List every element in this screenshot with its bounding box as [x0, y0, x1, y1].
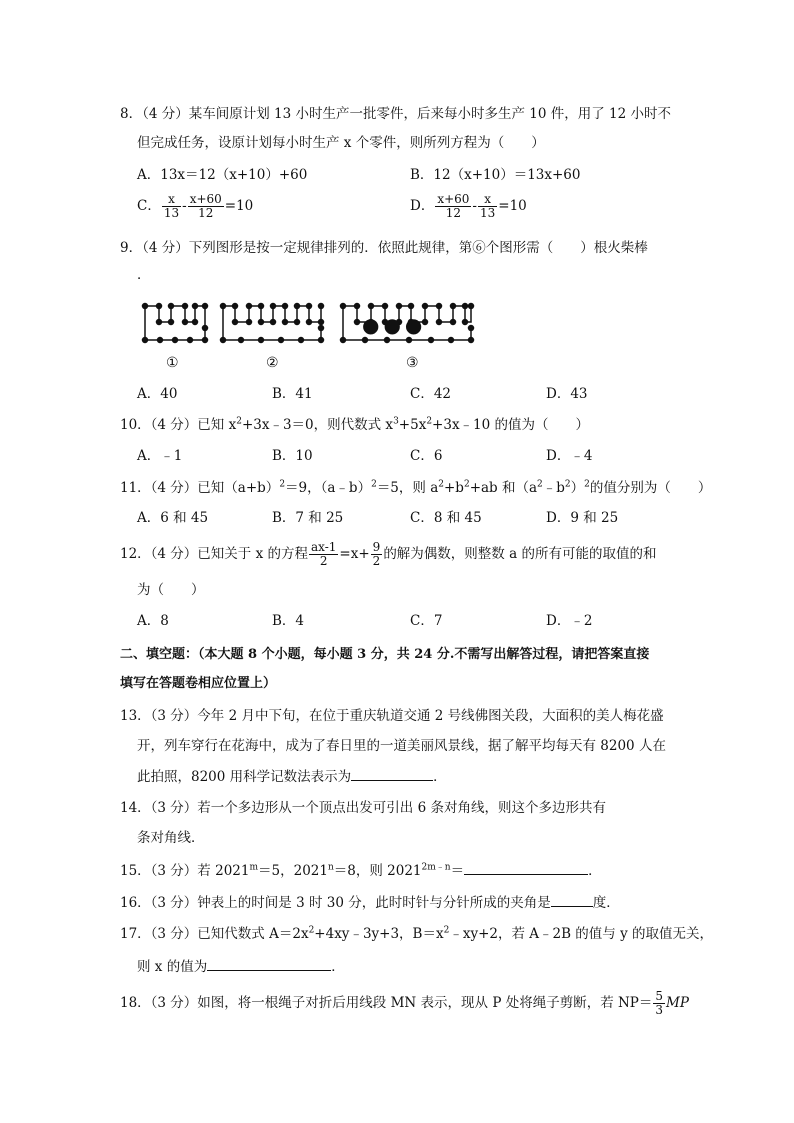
q8-option-c-fraction-2 — [188, 193, 224, 220]
q8-option-d-fraction-1-den: 12 — [445, 206, 462, 220]
q11-option-d: D．9 和 25 — [546, 510, 619, 526]
q16-answer-blank[interactable] — [551, 892, 593, 907]
q18-stem — [120, 990, 689, 1017]
q15-sup1: m — [249, 862, 259, 873]
q8-option-d-fraction-2-den: 13 — [479, 206, 496, 220]
q12-fraction-2-den: 2 — [372, 554, 381, 568]
q11-part1: 11．（4 分）已知（a+b） — [120, 480, 280, 496]
q10-option-c: C．6 — [410, 448, 443, 464]
q15-sup2: n — [327, 862, 334, 873]
q11-sup6: 2 — [564, 479, 571, 490]
matchstick-figure-2 — [221, 304, 324, 343]
q11-sup7: 2 — [584, 479, 590, 490]
q15-sup3: 2m﹣n — [421, 862, 451, 873]
q9-option-b: B．41 — [272, 386, 313, 402]
q13-stem-line3 — [137, 766, 447, 787]
q12-option-c: C．7 — [410, 613, 443, 629]
q13-answer-blank[interactable] — [351, 766, 433, 781]
q11-sup2: 2 — [371, 479, 377, 490]
q12-fraction-1 — [309, 541, 338, 568]
q9-stem-line2: ． — [137, 267, 151, 283]
q8-option-c-tail: =10 — [224, 198, 254, 214]
q11-part8: 的值分别为（ ） — [589, 480, 712, 496]
q17-sup2: 2 — [443, 925, 450, 936]
q12-part1: 12．（4 分）已知关于 x 的方程 — [120, 546, 309, 562]
q8-option-d-fraction-2-num: x — [478, 193, 497, 207]
q15-part2: ＝5，2021 — [258, 863, 328, 879]
q12-fraction-1-num: ax-1 — [311, 540, 337, 554]
q8-stem-line1: 8．（4 分）某车间原计划 13 小时生产一批零件，后来每小时多生产 10 件，用了 12 小时不 — [120, 106, 672, 122]
q15-part1: 15．（3 分）若 2021 — [120, 863, 250, 879]
q8-option-c-fraction-1 — [162, 193, 181, 220]
q8-option-d-tail: =10 — [498, 198, 527, 214]
q12-fraction-2 — [371, 541, 383, 568]
q8-option-c — [137, 193, 253, 220]
q11-option-b: B．7 和 25 — [272, 510, 344, 526]
q13-stem-line1: 13．（3 分）今年 2 月中下旬，在位于重庆轨道交通 2 号线佛图关段，大面积的美人梅花盛 — [120, 708, 664, 724]
q18-fraction — [653, 990, 665, 1017]
q12-stem-line2: 为（ ） — [137, 582, 205, 598]
q12-option-b: B．4 — [272, 613, 305, 629]
q9-option-a: A．40 — [137, 386, 178, 402]
q15-stem — [120, 860, 602, 881]
q13-line3-text: 此拍照，8200 用科学记数法表示为 — [137, 769, 352, 785]
q10-option-a: A．﹣1 — [137, 448, 183, 464]
q18-part1: 18．（3 分）如图，将一根绳子对折后用线段 MN 表示，现从 P 处将绳子剪断，若 NP＝ — [120, 995, 653, 1011]
q11-part3: ＝5，则 a — [376, 480, 439, 496]
q11-part7: ） — [570, 480, 585, 496]
q11-sup4: 2 — [463, 479, 470, 490]
q8-option-a: A．13x＝12（x+10）+60 — [137, 167, 308, 183]
q13-stem-line2: 开，列车穿行在花海中，成为了春日里的一道美丽风景线，据了解平均每天有 8200 人在 — [137, 738, 666, 754]
q10-option-d: D．﹣4 — [546, 448, 593, 464]
figure-label-2: ② — [266, 355, 279, 371]
matchstick-figures — [135, 294, 555, 354]
q8-option-c-fraction-1-den: 13 — [163, 206, 180, 220]
q14-stem-line2: 条对角线． — [137, 830, 205, 846]
q9-option-d: D．43 — [546, 386, 588, 402]
q11-part4: +b — [443, 480, 464, 496]
q8-stem-line2: 但完成任务，设原计划每小时生产 x 个零件，则所列方程为（ ） — [137, 135, 545, 151]
q15-part3: ＝8，则 2021 — [333, 863, 422, 879]
q11-sup1: 2 — [279, 479, 286, 490]
q8-option-d-prefix: D． — [410, 198, 435, 214]
q8-option-c-prefix: C． — [137, 198, 161, 214]
q11-sup5: 2 — [537, 479, 543, 490]
q17-stem-line2 — [137, 956, 345, 977]
q18-fraction-num: 5 — [655, 989, 664, 1003]
q17-part1: 17．（3 分）已知代数式 A＝2x — [120, 926, 309, 942]
q12-part2: 的解为偶数，则整数 a 的所有可能的取值的和 — [383, 546, 657, 562]
q11-part5: +ab 和（a — [469, 480, 538, 496]
q10-sup1: 2 — [236, 416, 242, 427]
q12-stem-line1 — [120, 541, 656, 568]
q16-stem — [120, 892, 620, 913]
q16-end: 度． — [592, 895, 620, 911]
q8-option-d-minus: - — [472, 198, 477, 214]
q15-end: ． — [588, 863, 602, 879]
q11-stem — [120, 478, 711, 498]
q10-part4: +3x﹣10 的值为（ ） — [432, 417, 590, 433]
q8-option-d-fraction-2 — [478, 193, 497, 220]
q10-part3: +5x — [398, 417, 427, 433]
q8-option-d-fraction-1-num: x+60 — [437, 192, 470, 206]
q12-mid: =x+ — [339, 546, 370, 562]
q12-fraction-1-den: 2 — [319, 554, 328, 568]
q17-part2: +4xy﹣3y+3，B＝x — [314, 926, 444, 942]
q18-fraction-den: 3 — [655, 1003, 664, 1017]
q10-sup3: 2 — [426, 416, 433, 427]
matchstick-figure-1 — [143, 304, 208, 343]
q11-part2: ＝9，（a﹣b） — [285, 480, 372, 496]
section-2-heading-line2: 填写在答题卷相应位置上） — [120, 676, 277, 691]
q8-option-c-minus: - — [182, 198, 187, 214]
q10-sup2: 3 — [393, 416, 399, 427]
q8-option-d-fraction-1 — [435, 193, 471, 220]
figure-label-1: ① — [166, 355, 179, 371]
q10-part1: 10．（4 分）已知 x — [120, 417, 237, 433]
q11-option-c: C．8 和 45 — [410, 510, 482, 526]
ellipsis-dots: ●●● — [362, 313, 427, 337]
q11-part6: ﹣b — [542, 480, 565, 496]
figure-label-3: ③ — [406, 355, 419, 371]
q8-option-c-fraction-2-num: x+60 — [189, 192, 222, 206]
section-2-heading-line1: 二、填空题：（本大题 8 个小题，每小题 3 分，共 24 分.不需写出解答过程，请把答案直接 — [120, 647, 650, 662]
q13-line3-end: ． — [433, 769, 447, 785]
q12-fraction-2-num: 9 — [372, 540, 381, 554]
q8-option-d — [410, 193, 527, 220]
q8-option-b: B．12（x+10）＝13x+60 — [410, 167, 581, 183]
q9-option-c: C．42 — [410, 386, 452, 402]
q17-stem-line1 — [120, 924, 713, 944]
q10-option-b: B．10 — [272, 448, 313, 464]
q17-answer-blank[interactable] — [207, 956, 331, 971]
q10-stem — [120, 415, 589, 435]
q9-stem-line1: 9．（4 分）下列图形是按一定规律排列的．依照此规律，第⑥个图形需（ ）根火柴棒 — [120, 240, 648, 256]
q17-end: ． — [331, 959, 345, 975]
q11-option-a: A．6 和 45 — [137, 510, 209, 526]
q12-option-d: D．﹣2 — [546, 613, 593, 629]
q18-tail: MP — [666, 995, 689, 1011]
q15-part4: ＝ — [450, 863, 465, 879]
q14-stem-line1: 14．（3 分）若一个多边形从一个顶点出发可引出 6 条对角线，则这个多边形共有 — [120, 800, 606, 816]
q8-option-c-fraction-1-num: x — [162, 193, 181, 207]
q11-sup3: 2 — [438, 479, 444, 490]
q8-option-c-fraction-2-den: 12 — [198, 206, 214, 220]
q17-line2-text: 则 x 的值为 — [137, 959, 208, 975]
q10-part2: +3x﹣3＝0，则代数式 x — [241, 417, 394, 433]
q15-answer-blank[interactable] — [464, 860, 588, 875]
q16-part1: 16．（3 分）钟表上的时间是 3 时 30 分，此时时针与分针所成的夹角是 — [120, 895, 551, 911]
q17-sup1: 2 — [308, 925, 315, 936]
q17-part3: ﹣xy+2，若 A﹣2B 的值与 y 的取值无关， — [449, 926, 714, 942]
q12-option-a: A．8 — [137, 613, 169, 629]
